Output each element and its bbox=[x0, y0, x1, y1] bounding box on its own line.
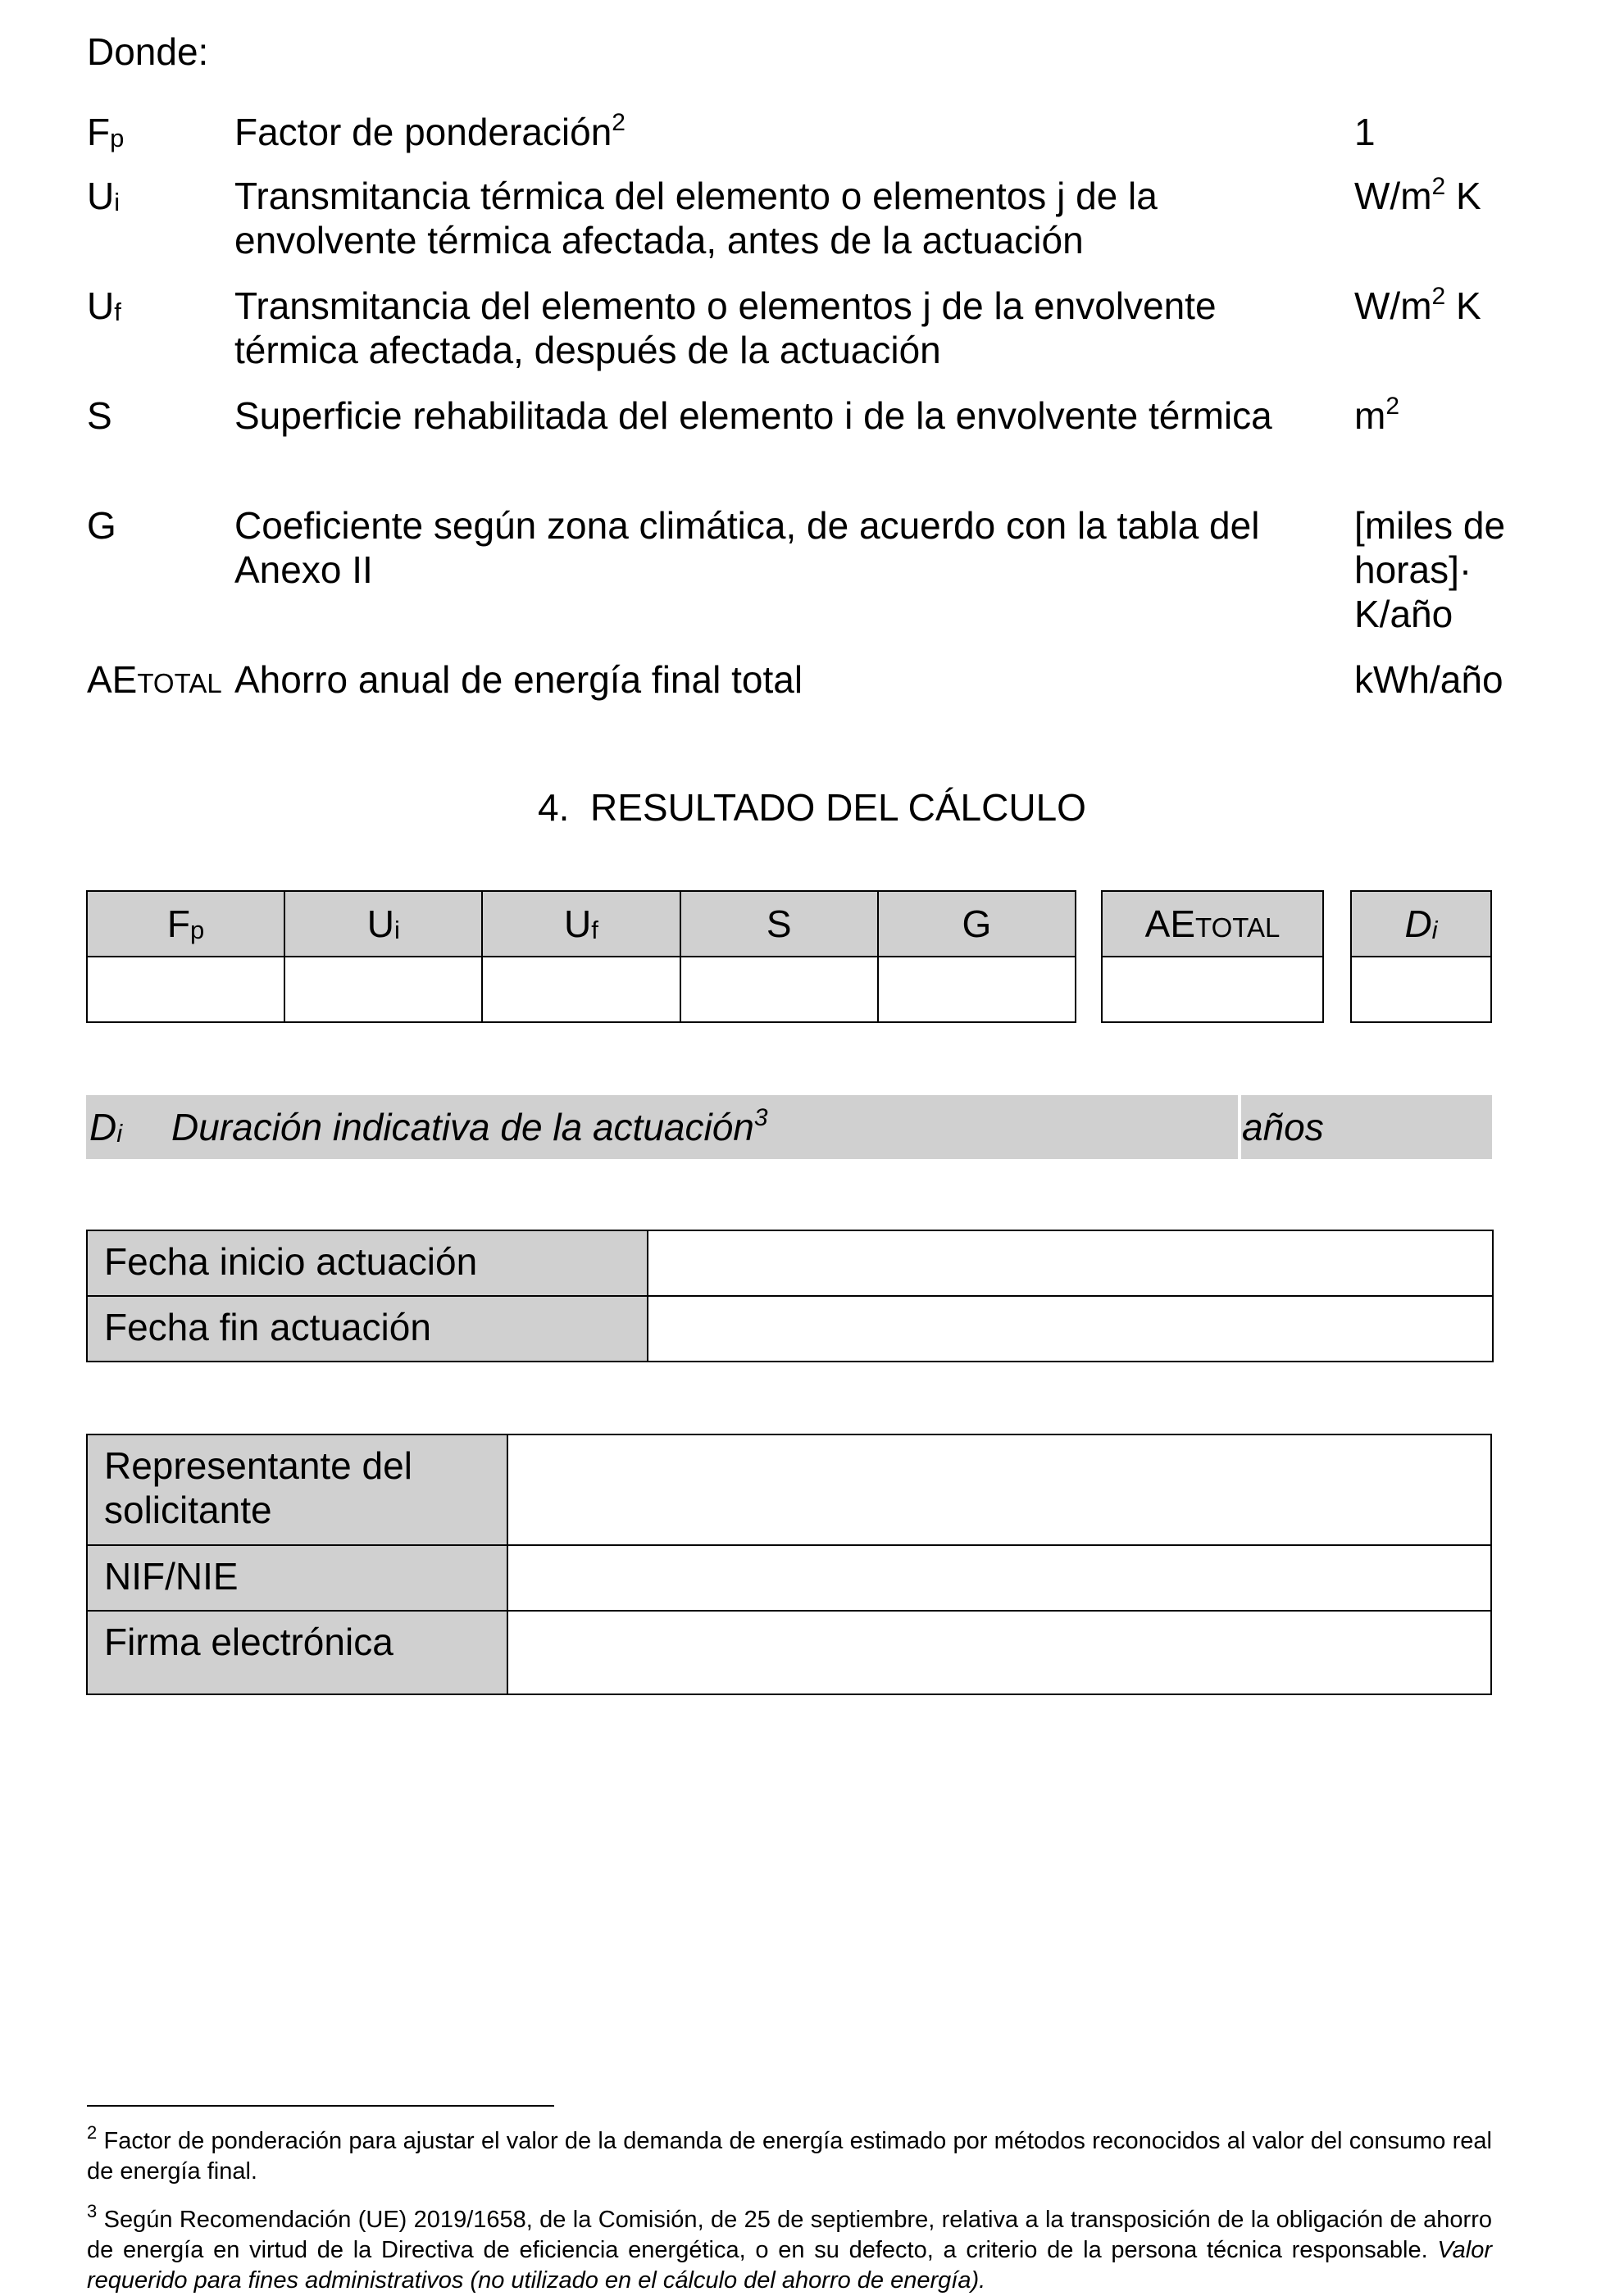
symbol-unit: $W/m^2$ K bbox=[1354, 283, 1481, 327]
symbol: Uf bbox=[87, 284, 121, 327]
duration-row bbox=[86, 1095, 1492, 1159]
symbol-unit: 1 bbox=[1354, 111, 1376, 153]
duration-unit: años bbox=[1242, 1106, 1324, 1148]
symbol-unit: $m^2$ bbox=[1354, 393, 1400, 437]
header-g: G bbox=[878, 891, 1076, 957]
symbol-description: Ahorro anual de energía final total bbox=[234, 658, 803, 701]
value-fp[interactable] bbox=[87, 957, 284, 1022]
duration-label: Duración indicativa de la actuación$^3$ bbox=[171, 1104, 768, 1148]
result-table-aetotal bbox=[1101, 890, 1324, 1023]
footnote-separator bbox=[87, 2105, 554, 2107]
symbol-description: Coeficiente según zona climática, de acuerdo con la tabla del Anexo II bbox=[234, 504, 1260, 591]
header-fp: Fp bbox=[87, 891, 284, 957]
value-s[interactable] bbox=[680, 957, 878, 1022]
footnote-2: $^2$ Factor de ponderación para ajustar el valor de la demanda de energía estimado por métodos reconocidos al valor del consumo real de energía final. bbox=[87, 2122, 1492, 2185]
header-ui: Ui bbox=[284, 891, 482, 957]
header-aetotal: AETOTAL bbox=[1102, 891, 1323, 957]
symbol: Fp bbox=[87, 111, 125, 153]
result-table-main bbox=[86, 890, 1076, 1023]
section-title: 4. RESULTADO DEL CÁLCULO bbox=[538, 786, 1086, 829]
start-date-label: Fecha inicio actuación bbox=[87, 1230, 648, 1296]
symbol: Ui bbox=[87, 175, 121, 217]
end-date-label: Fecha fin actuación bbox=[87, 1296, 648, 1362]
intro-text: Donde: bbox=[87, 30, 209, 73]
header-di: Di bbox=[1351, 891, 1491, 957]
symbol: AETOTAL bbox=[87, 658, 222, 701]
symbol: S bbox=[87, 394, 112, 437]
nif-field[interactable] bbox=[507, 1545, 1491, 1611]
value-ui[interactable] bbox=[284, 957, 482, 1022]
symbol-unit: [miles de horas]· K/año bbox=[1354, 504, 1506, 635]
representative-field[interactable] bbox=[507, 1434, 1491, 1545]
symbol-description: Factor de ponderación$^2$ bbox=[234, 109, 625, 153]
symbol-unit: kWh/año bbox=[1354, 658, 1503, 701]
header-s: S bbox=[680, 891, 878, 957]
header-uf: Uf bbox=[482, 891, 680, 957]
end-date-field[interactable] bbox=[648, 1296, 1493, 1362]
symbol-description: Superficie rehabilitada del elemento i de la envolvente térmica bbox=[234, 394, 1272, 437]
duration-symbol: Di bbox=[89, 1106, 123, 1148]
signature-field[interactable] bbox=[507, 1611, 1491, 1694]
representative-label: Representante del solicitante bbox=[87, 1434, 507, 1545]
duration-divider bbox=[1238, 1095, 1241, 1159]
value-g[interactable] bbox=[878, 957, 1076, 1022]
signature-table bbox=[86, 1434, 1492, 1695]
symbol-description: Transmitancia del elemento o elementos j de la envolvente térmica afectada, después de la actuación bbox=[234, 284, 1217, 371]
result-table-di bbox=[1350, 890, 1492, 1023]
value-aetotal[interactable] bbox=[1102, 957, 1323, 1022]
symbol: G bbox=[87, 504, 116, 547]
value-uf[interactable] bbox=[482, 957, 680, 1022]
footnote-3: $^3$ Según Recomendación (UE) 2019/1658, de la Comisión, de 25 de septiembre, relativa a la transposición de la obligación de ahorro de energía en virtud de la Directiva de eficiencia energética, o en su defecto, a criterio de la persona técnica responsable. Valor requerido para fines administrativos (no utilizado en el cálculo del ahorro de energía). bbox=[87, 2201, 1492, 2294]
dates-table bbox=[86, 1230, 1494, 1362]
value-di[interactable] bbox=[1351, 957, 1491, 1022]
nif-label: NIF/NIE bbox=[87, 1545, 507, 1611]
symbol-unit: $W/m^2$ K bbox=[1354, 173, 1481, 217]
start-date-field[interactable] bbox=[648, 1230, 1493, 1296]
symbol-description: Transmitancia térmica del elemento o elementos j de la envolvente térmica afectada, antes de la actuación bbox=[234, 175, 1158, 261]
signature-label: Firma electrónica bbox=[87, 1611, 507, 1694]
